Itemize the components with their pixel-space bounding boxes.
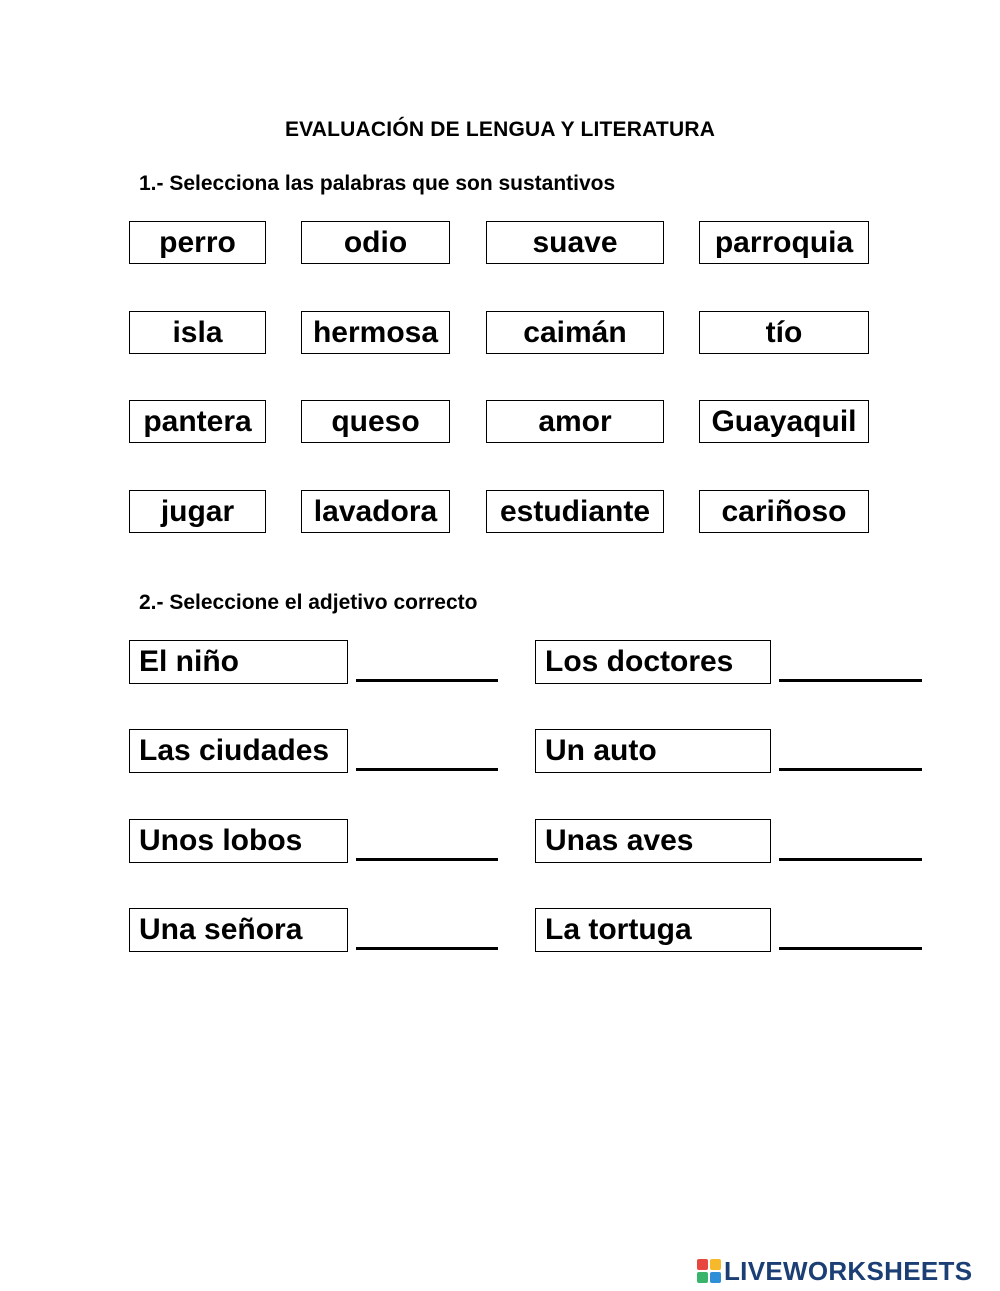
word-option[interactable]: amor bbox=[486, 400, 664, 443]
phrase-box: Los doctores bbox=[535, 640, 771, 684]
logo-text: LIVEWORKSHEETS bbox=[724, 1255, 973, 1286]
word-option[interactable]: lavadora bbox=[301, 490, 450, 533]
word-option[interactable]: estudiante bbox=[486, 490, 664, 533]
word-option[interactable]: queso bbox=[301, 400, 450, 443]
word-option[interactable]: cariñoso bbox=[699, 490, 869, 533]
word-option[interactable]: caimán bbox=[486, 311, 664, 354]
word-option[interactable]: suave bbox=[486, 221, 664, 264]
adjective-answer-blank[interactable] bbox=[356, 673, 498, 682]
word-option[interactable]: hermosa bbox=[301, 311, 450, 354]
phrase-box: El niño bbox=[129, 640, 348, 684]
logo-icon bbox=[697, 1259, 721, 1283]
word-option[interactable]: jugar bbox=[129, 490, 266, 533]
word-option[interactable]: pantera bbox=[129, 400, 266, 443]
adjective-answer-blank[interactable] bbox=[779, 673, 922, 682]
word-option[interactable]: odio bbox=[301, 221, 450, 264]
word-option[interactable]: perro bbox=[129, 221, 266, 264]
adjective-answer-blank[interactable] bbox=[779, 941, 922, 950]
liveworksheets-logo bbox=[697, 1256, 972, 1286]
phrase-box: Una señora bbox=[129, 908, 348, 952]
phrase-box: La tortuga bbox=[535, 908, 771, 952]
page-title: EVALUACIÓN DE LENGUA Y LITERATURA bbox=[284, 118, 716, 141]
phrase-box: Las ciudades bbox=[129, 729, 348, 773]
adjective-answer-blank[interactable] bbox=[356, 852, 498, 861]
word-option[interactable]: Guayaquil bbox=[699, 400, 869, 443]
word-option[interactable]: isla bbox=[129, 311, 266, 354]
adjective-answer-blank[interactable] bbox=[779, 852, 922, 861]
word-option[interactable]: parroquia bbox=[699, 221, 869, 264]
phrase-box: Un auto bbox=[535, 729, 771, 773]
adjective-answer-blank[interactable] bbox=[779, 762, 922, 771]
word-option[interactable]: tío bbox=[699, 311, 869, 354]
adjective-answer-blank[interactable] bbox=[356, 941, 498, 950]
phrase-box: Unos lobos bbox=[129, 819, 348, 863]
section1-instruction: 1.- Selecciona las palabras que son sustantivos bbox=[139, 172, 616, 195]
section2-instruction: 2.- Seleccione el adjetivo correcto bbox=[139, 591, 478, 614]
phrase-box: Unas aves bbox=[535, 819, 771, 863]
adjective-answer-blank[interactable] bbox=[356, 762, 498, 771]
